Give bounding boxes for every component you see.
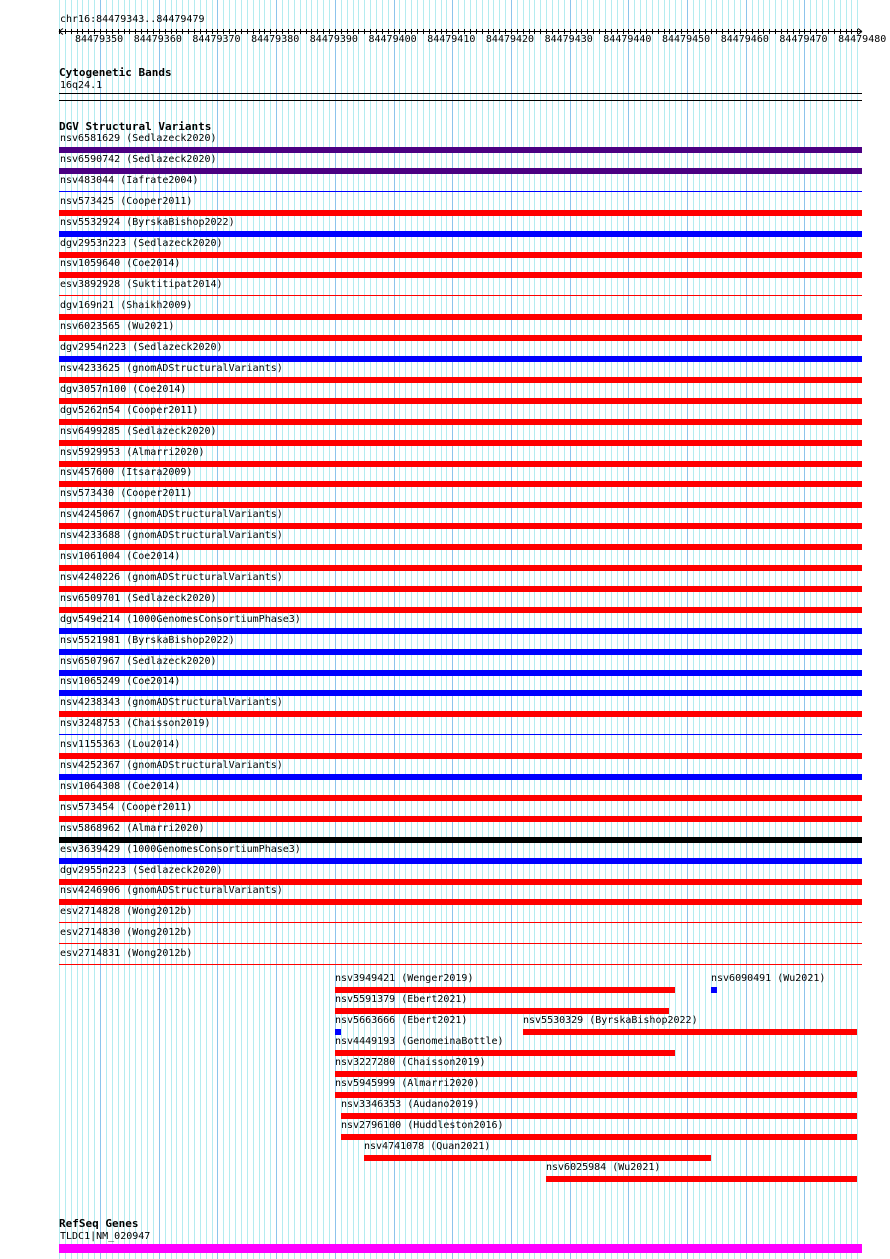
variant-feature[interactable] [59, 753, 862, 759]
variant-feature[interactable] [335, 1029, 341, 1035]
variant-label[interactable]: dgv2954n223 (Sedlazeck2020) [60, 342, 223, 353]
variant-feature[interactable] [59, 795, 862, 801]
variant-label[interactable]: nsv4252367 (gnomADStructuralVariants) [60, 760, 283, 771]
variant-label[interactable]: nsv5868962 (Almarri2020) [60, 822, 205, 834]
variant-label[interactable]: nsv573425 (Cooper2011) [60, 195, 193, 207]
variant-feature[interactable] [59, 899, 862, 905]
variant-feature[interactable] [59, 774, 862, 780]
variant-feature[interactable] [711, 987, 717, 993]
variant-feature[interactable] [335, 1008, 669, 1014]
variant-label[interactable]: nsv4245067 (gnomADStructuralVariants) [60, 509, 283, 521]
variant-feature[interactable] [59, 335, 862, 341]
refseq-gene-bar[interactable] [59, 1244, 862, 1253]
ruler-tick-label: 84479350 [74, 34, 124, 45]
variant-label[interactable]: nsv4741078 (Quan2021) [364, 1141, 491, 1152]
variant-feature[interactable] [59, 816, 862, 822]
cytoband-label[interactable]: 16q24.1 [60, 80, 103, 91]
variant-label[interactable]: esv2714830 (Wong2012b) [60, 927, 193, 939]
variant-label[interactable]: nsv6025984 (Wu2021) [546, 1162, 661, 1173]
variant-label[interactable]: nsv5945999 (Almarri2020) [335, 1078, 480, 1089]
ruler-tick-label: 84479430 [544, 34, 593, 45]
variant-label[interactable]: nsv4240226 (gnomADStructuralVariants) [60, 571, 283, 583]
ruler-tick-label: 84479460 [720, 34, 769, 45]
variant-feature[interactable] [341, 1134, 857, 1140]
variant-feature[interactable] [59, 377, 862, 383]
ruler-tick-label: 84479470 [779, 34, 828, 45]
cytoband-title: Cytogenetic Bands [59, 66, 172, 79]
variant-feature[interactable] [335, 987, 675, 993]
variant-feature[interactable] [59, 922, 862, 923]
variant-label[interactable]: nsv4238343 (gnomADStructuralVariants) [60, 697, 283, 709]
variant-label[interactable]: nsv457600 (Itsara2009) [60, 467, 193, 479]
dgv-title: DGV Structural Variants [59, 120, 212, 133]
ruler-tick-label: 84479440 [603, 34, 652, 45]
refseq-gene-label[interactable]: TLDC1|NM_020947 [60, 1231, 151, 1242]
variant-feature[interactable] [59, 481, 862, 487]
variant-label[interactable]: nsv1065249 (Coe2014) [60, 676, 181, 688]
ruler-tick-label: 84479370 [192, 34, 241, 45]
variant-label[interactable]: nsv6090491 (Wu2021) [711, 973, 826, 984]
variant-feature[interactable] [364, 1155, 711, 1161]
variant-feature[interactable] [335, 1071, 857, 1077]
variant-feature[interactable] [59, 879, 862, 885]
variant-label[interactable]: nsv6499285 (Sedlazeck2020) [60, 425, 217, 437]
variant-label[interactable]: nsv5532924 (ByrskaBishop2022) [60, 216, 235, 228]
variant-label[interactable]: dgv2955n223 (Sedlazeck2020) [60, 864, 223, 876]
variant-label[interactable]: nsv6509701 (Sedlazeck2020) [60, 592, 217, 604]
ruler-tick-label: 84479400 [368, 34, 417, 45]
variant-feature[interactable] [59, 168, 862, 174]
variant-feature[interactable] [59, 649, 862, 655]
variant-feature[interactable] [59, 628, 862, 634]
variant-label[interactable]: nsv1059640 (Coe2014) [60, 258, 181, 270]
track-divider [59, 100, 862, 101]
ruler-tick-label: 84479480 [838, 34, 887, 45]
variant-label[interactable]: nsv5530329 (ByrskaBishop2022) [523, 1015, 698, 1026]
variant-label[interactable]: nsv5521981 (ByrskaBishop2022) [60, 634, 235, 646]
variant-label[interactable]: nsv6581629 (Sedlazeck2020) [60, 133, 217, 144]
variant-feature[interactable] [59, 210, 862, 216]
variant-label[interactable]: nsv3248753 (Chaisson2019) [60, 718, 211, 730]
location-label: chr16:84479343..84479479 [60, 14, 205, 25]
variant-label[interactable]: nsv4233625 (gnomADStructuralVariants) [60, 362, 283, 374]
variant-label[interactable]: nsv3227280 (Chaisson2019) [335, 1057, 486, 1068]
variant-feature[interactable] [59, 191, 862, 192]
variant-feature[interactable] [59, 147, 862, 153]
variant-label[interactable]: dgv169n21 (Shaikh2009) [60, 300, 193, 312]
variant-label[interactable]: nsv4449193 (GenomeinaBottle) [335, 1036, 504, 1047]
variant-feature[interactable] [59, 272, 862, 278]
variant-label[interactable]: esv2714831 (Wong2012b) [60, 948, 193, 960]
variant-label[interactable]: nsv1061004 (Coe2014) [60, 551, 181, 562]
refseq-title: RefSeq Genes [59, 1217, 139, 1230]
variant-label[interactable]: esv2714828 (Wong2012b) [60, 906, 193, 918]
variant-feature[interactable] [59, 231, 862, 237]
variant-feature[interactable] [59, 544, 862, 550]
variant-feature[interactable] [335, 1050, 675, 1056]
variant-feature[interactable] [59, 858, 862, 864]
variant-feature[interactable] [59, 440, 862, 446]
variant-feature[interactable] [59, 670, 862, 676]
cytoband-band[interactable] [59, 93, 862, 94]
ruler-tick-label: 84479360 [133, 34, 182, 45]
variant-feature[interactable] [59, 711, 862, 717]
ruler-tick-label: 84479450 [661, 34, 711, 45]
variant-feature[interactable] [59, 398, 862, 404]
variant-feature[interactable] [523, 1029, 857, 1035]
variant-label[interactable]: nsv6023565 (Wu2021) [60, 321, 175, 333]
variant-feature[interactable] [546, 1176, 857, 1182]
variant-label[interactable]: nsv483044 (Iafrate2004) [60, 174, 199, 186]
variant-feature[interactable] [59, 252, 862, 258]
variant-label[interactable]: dgv3057n100 (Coe2014) [60, 383, 187, 395]
variant-label[interactable]: nsv5929953 (Almarri2020) [60, 446, 205, 458]
ruler-tick-label: 84479420 [485, 34, 535, 45]
variant-feature[interactable] [341, 1113, 857, 1119]
variant-feature[interactable] [59, 565, 862, 571]
variant-label[interactable]: esv3639429 (1000GenomesConsortiumPhase3) [60, 843, 301, 855]
ruler-tick-label: 84479390 [309, 34, 358, 45]
variant-label[interactable]: nsv1155363 (Lou2014) [60, 739, 181, 751]
variant-label[interactable]: nsv6507967 (Sedlazeck2020) [60, 655, 217, 667]
variant-label[interactable]: nsv5663666 (Ebert2021) [335, 1015, 468, 1026]
variant-label[interactable]: nsv1064308 (Coe2014) [60, 780, 181, 792]
variant-feature[interactable] [59, 314, 862, 320]
variant-feature[interactable] [59, 607, 862, 613]
variant-label[interactable]: dgv5262n54 (Cooper2011) [60, 404, 199, 416]
variant-label[interactable]: nsv4233688 (gnomADStructuralVariants) [60, 530, 283, 542]
variant-label[interactable]: nsv6590742 (Sedlazeck2020) [60, 153, 217, 165]
variant-feature[interactable] [59, 734, 862, 735]
variant-label[interactable]: nsv5591379 (Ebert2021) [335, 994, 468, 1005]
variant-feature[interactable] [59, 837, 862, 843]
variant-label[interactable]: dgv2953n223 (Sedlazeck2020) [60, 237, 223, 249]
variant-feature[interactable] [59, 356, 862, 362]
variant-label[interactable]: nsv3346353 (Audano2019) [341, 1099, 480, 1110]
variant-feature[interactable] [59, 964, 862, 965]
variant-label[interactable]: nsv4246906 (gnomADStructuralVariants) [60, 885, 283, 897]
variant-feature[interactable] [59, 943, 862, 944]
variant-feature[interactable] [59, 295, 862, 296]
variant-label[interactable]: nsv2796100 (Huddleston2016) [341, 1120, 504, 1131]
ruler-tick-label: 84479410 [427, 34, 476, 45]
variant-feature[interactable] [59, 690, 862, 696]
ruler-tick-label: 84479380 [251, 34, 300, 45]
variant-feature[interactable] [59, 523, 862, 529]
variant-feature[interactable] [59, 419, 862, 425]
variant-label[interactable]: esv3892928 (Suktitipat2014) [60, 279, 223, 291]
variant-feature[interactable] [59, 586, 862, 592]
variant-label[interactable]: nsv3949421 (Wenger2019) [335, 973, 474, 984]
variant-feature[interactable] [335, 1092, 857, 1098]
variant-label[interactable]: dgv549e214 (1000GenomesConsortiumPhase3) [60, 613, 301, 625]
variant-label[interactable]: nsv573454 (Cooper2011) [60, 801, 193, 813]
variant-label[interactable]: nsv573430 (Cooper2011) [60, 488, 193, 500]
variant-feature[interactable] [59, 502, 862, 508]
variant-feature[interactable] [59, 461, 862, 467]
